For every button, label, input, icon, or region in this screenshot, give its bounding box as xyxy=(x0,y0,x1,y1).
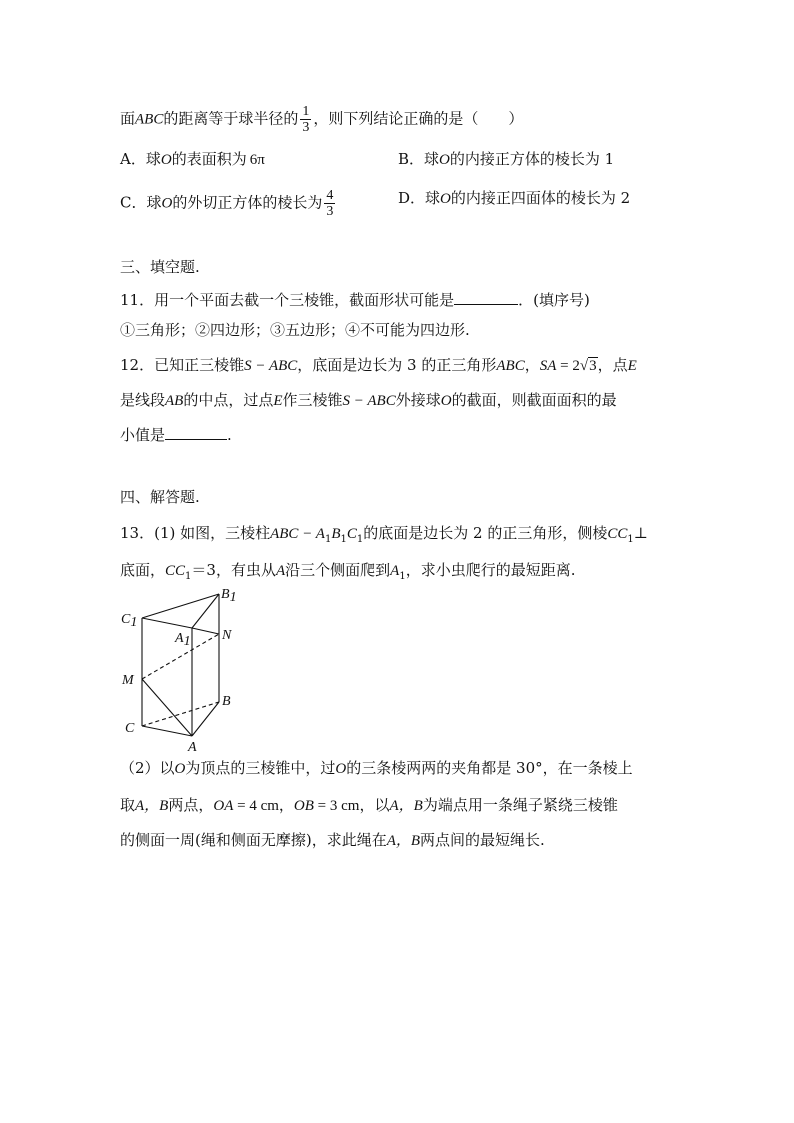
text: ， xyxy=(524,356,540,374)
label-c1: C1 xyxy=(121,612,138,630)
option-d xyxy=(398,188,630,209)
text: 12．已知正三棱锥 xyxy=(120,356,245,374)
option-text: 的外切正方体的棱长为 xyxy=(172,193,323,212)
math-e: E xyxy=(273,393,283,409)
text: ，底面是边长为 3 的正三角形 xyxy=(297,356,497,374)
edge-a1b1 xyxy=(192,594,219,628)
fraction-one-third xyxy=(300,104,311,135)
math-e: E xyxy=(627,358,637,374)
math-ab: AB xyxy=(165,393,184,409)
text: （2）以 xyxy=(120,759,175,777)
frac-num: 4 xyxy=(326,188,334,203)
math-ab: A，B xyxy=(389,798,423,814)
math-ab: A，B xyxy=(386,833,421,849)
edge-ab xyxy=(192,702,219,736)
q13-part2-line-3 xyxy=(120,830,545,851)
section-heading-fill-blank: 三、填空题. xyxy=(120,258,200,276)
math-ob: OB xyxy=(293,798,314,814)
text: . xyxy=(227,426,232,444)
text: 外接球 xyxy=(395,391,441,409)
math-o: O xyxy=(439,152,450,168)
option-label: B．球 xyxy=(398,150,440,168)
math-abc: ABC xyxy=(135,111,164,128)
perp-symbol: ⊥ xyxy=(633,524,648,542)
text: 小值是 xyxy=(120,426,166,444)
q12-line-3 xyxy=(120,425,232,445)
text: 的底面是边长为 2 的正三角形，侧棱 xyxy=(363,524,608,542)
math-o: O xyxy=(335,761,347,777)
answer-blank[interactable] xyxy=(165,425,227,440)
sqrt-radicand: 3 xyxy=(589,358,597,374)
text: 的中点，过点 xyxy=(183,391,274,409)
text: ， xyxy=(278,796,294,814)
text: 13．(1) 如图，三棱柱 xyxy=(120,524,271,542)
text: 两点间的最短绳长. xyxy=(420,831,545,849)
text: ，则下列结论正确的是（ ） xyxy=(313,109,524,128)
text: ，点 xyxy=(597,356,628,374)
math-o: O xyxy=(161,195,173,212)
frac-num: 1 xyxy=(302,104,310,119)
path-na1 xyxy=(192,628,219,634)
option-label: D．球 xyxy=(398,189,441,207)
math-value: = 3 cm xyxy=(313,798,360,814)
option-text: 的表面积为 xyxy=(171,150,247,168)
math-abc: ABC xyxy=(496,358,525,374)
q12-line-2 xyxy=(120,390,617,411)
math-oa: OA xyxy=(213,798,234,814)
math-sa: SA xyxy=(539,358,557,374)
text: 的截面，则截面面积的最 xyxy=(451,391,617,409)
math-cc: CC xyxy=(607,526,628,542)
option-text: 的内接正四面体的棱长为 2 xyxy=(450,189,631,207)
math-c: C xyxy=(346,526,357,542)
fraction-four-thirds xyxy=(324,188,335,219)
math-a: A xyxy=(390,563,400,579)
section-heading-answer: 四、解答题. xyxy=(120,488,200,506)
text: 的距离等于球半径的 xyxy=(163,109,299,128)
q11-options: ①三角形；②四边形；③五边形；④不可能为四边形. xyxy=(120,321,470,339)
edge-c1b1 xyxy=(142,594,219,618)
text: ．(填序号) xyxy=(518,291,590,309)
label-c: C xyxy=(125,721,135,736)
edge-c1a1 xyxy=(142,618,192,628)
q13-part2-line-2 xyxy=(120,795,618,816)
text: 面 xyxy=(120,109,136,128)
text: 的侧面一周(绳和侧面无摩擦)，求此绳在 xyxy=(120,831,387,849)
label-a1: A1 xyxy=(175,631,191,649)
math-o: O xyxy=(440,191,451,207)
math-a: A xyxy=(275,563,286,579)
text: 是线段 xyxy=(120,391,166,409)
option-b xyxy=(398,149,614,170)
option-text: 的内接正方体的棱长为 1 xyxy=(449,150,615,168)
text: 取 xyxy=(120,796,136,814)
q11-stem xyxy=(120,290,590,310)
math-abc: ABC − A xyxy=(270,526,325,542)
text: ＝3，有虫从 xyxy=(191,561,276,579)
text: 为端点用一条绳子紧绕三棱锥 xyxy=(422,796,618,814)
label-a: A xyxy=(188,740,197,754)
math-sabc: S − ABC xyxy=(342,393,396,409)
text: 11．用一个平面去截一个三棱锥，截面形状可能是 xyxy=(120,291,455,309)
math-o: O xyxy=(440,393,452,409)
text: ，以 xyxy=(359,796,390,814)
option-a xyxy=(120,149,265,170)
math-value: = 4 cm xyxy=(233,798,279,814)
text: 底面， xyxy=(120,561,166,579)
label-b1: B1 xyxy=(221,587,237,605)
prism-figure xyxy=(115,584,245,754)
q10-stem-line xyxy=(120,104,523,135)
math-ab: A，B xyxy=(135,798,169,814)
q13-line-1: 13．(1) 如图，三棱柱ABC − $A_1B_1C_1$的底面是边长为 2 的正三角形，侧棱$CC_1\perp$ xyxy=(120,524,648,545)
text: 的三条棱两两的夹角都是 30°，在一条棱上 xyxy=(346,759,633,777)
q12-line-1: 12．已知正三棱锥S − ABC，底面是边长为 3 的正三角形ABC，SA = 2√3，点E xyxy=(120,356,637,374)
answer-blank[interactable] xyxy=(454,290,518,305)
frac-den: 3 xyxy=(326,204,334,219)
text: 沿三个侧面爬到 xyxy=(285,561,391,579)
label-n: N xyxy=(222,628,232,643)
math-sabc: S − ABC xyxy=(244,358,298,374)
option-c xyxy=(120,188,337,219)
label-m: M xyxy=(122,673,134,688)
text: ，求小虫爬行的最短距离. xyxy=(405,561,576,579)
math-eq: = 2 xyxy=(556,358,580,374)
label-b: B xyxy=(222,694,231,709)
option-label: A．球 xyxy=(120,150,161,168)
math-b: B xyxy=(331,526,341,542)
frac-den: 3 xyxy=(302,120,310,135)
q13-line-2: 底面，$CC_1=3$，有虫从A沿三个侧面爬到$A_1$，求小虫爬行的最短距离. xyxy=(120,561,576,582)
q13-part2-line-1 xyxy=(120,758,633,779)
option-value: 6π xyxy=(249,152,265,168)
math-o: O xyxy=(160,152,172,168)
option-label: C．球 xyxy=(120,193,162,212)
math-o: O xyxy=(174,761,186,777)
text: 为顶点的三棱锥中，过 xyxy=(185,759,336,777)
text: 作三棱锥 xyxy=(282,391,343,409)
text: 两点， xyxy=(168,796,214,814)
math-cc: CC xyxy=(165,563,186,579)
